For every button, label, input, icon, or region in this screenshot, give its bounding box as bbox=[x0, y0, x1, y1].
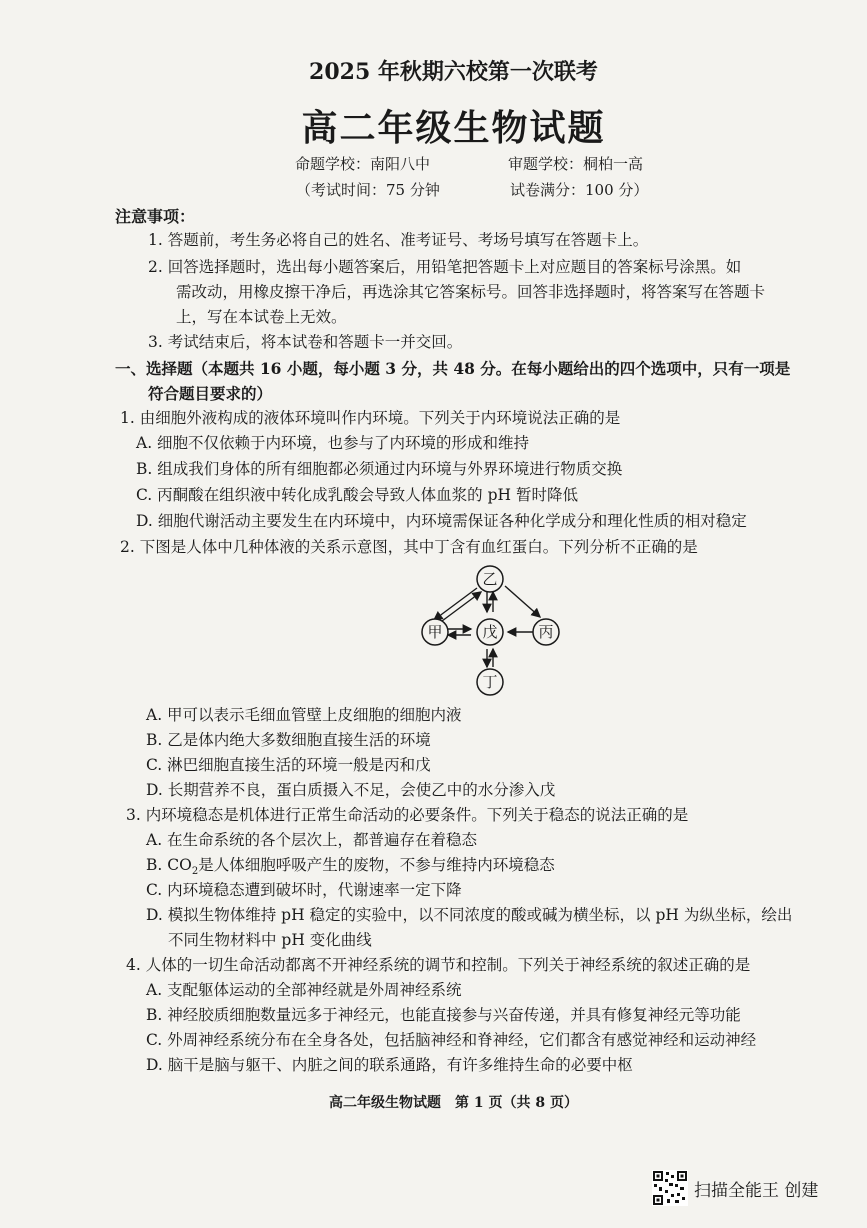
option-b-text: 是人体细胞呼吸产生的废物，不参与维持内环境稳态 bbox=[198, 856, 555, 874]
exam-time: （考试时间：75 分钟 bbox=[296, 181, 440, 199]
option-c: C. 内环境稳态遭到破坏时，代谢速率一定下降 bbox=[146, 881, 462, 899]
option-c: C. 淋巴细胞直接生活的环境一般是丙和戊 bbox=[146, 756, 431, 774]
option-b bbox=[146, 858, 555, 877]
option-b: B. 神经胶质细胞数量远多于神经元，也能直接参与兴奋传递，并具有修复神经元等功能 bbox=[146, 1006, 741, 1024]
exam-name: 2025 年秋期六校第一次联考 bbox=[309, 59, 598, 85]
option-a: A. 在生命系统的各个层次上，都普遍存在着稳态 bbox=[146, 831, 478, 849]
section-heading: 一、选择题（本题共 16 小题，每小题 3 分，共 48 分。在每小题给出的四个选项中，只有一项是 bbox=[115, 359, 791, 378]
option-c: C. 外周神经系统分布在全身各处，包括脑神经和脊神经，它们都含有感觉神经和运动神经 bbox=[146, 1031, 757, 1049]
node-jia: 甲 bbox=[427, 623, 443, 641]
notice-line: 2. 回答选择题时，选出每小题答案后，用铅笔把答题卡上对应题目的答案标号涂黑。如 bbox=[148, 258, 742, 276]
option-d: D. 长期营养不良，蛋白质摄入不足，会使乙中的水分渗入戊 bbox=[146, 781, 556, 799]
page-footer: 高二年级生物试题 第 1 页（共 8 页） bbox=[329, 1095, 578, 1111]
option-b: B. 组成我们身体的所有细胞都必须通过内环境与外界环境进行物质交换 bbox=[136, 460, 623, 478]
option-a: A. 细胞不仅依赖于内环境，也参与了内环境的形成和维持 bbox=[136, 434, 530, 452]
scanner-watermark-text: 扫描全能王 创建 bbox=[694, 1180, 819, 1201]
option-b: B. 乙是体内绝大多数细胞直接生活的环境 bbox=[146, 731, 431, 749]
option-a: A. 甲可以表示毛细血管壁上皮细胞的细胞内液 bbox=[146, 706, 462, 724]
notice-line: 上，写在本试卷上无效。 bbox=[176, 308, 347, 326]
option-a: A. 支配躯体运动的全部神经就是外周神经系统 bbox=[146, 981, 462, 999]
reviewer-school: 审题学校：桐柏一高 bbox=[508, 155, 644, 173]
option-d: D. 细胞代谢活动主要发生在内环境中，内环境需保证各种化学成分和理化性质的相对稳定 bbox=[136, 512, 747, 530]
body-fluid-diagram bbox=[410, 562, 570, 700]
node-ding: 丁 bbox=[482, 673, 498, 691]
notice-line: 3. 考试结束后，将本试卷和答题卡一并交回。 bbox=[148, 333, 463, 351]
section-heading-cont: 符合题目要求的） bbox=[148, 384, 273, 403]
option-d-cont: 不同生物材料中 pH 变化曲线 bbox=[168, 931, 372, 949]
node-bing: 丙 bbox=[538, 623, 554, 641]
question-stem: 2. 下图是人体中几种体液的关系示意图，其中丁含有血红蛋白。下列分析不正确的是 bbox=[120, 538, 698, 556]
node-yi: 乙 bbox=[482, 570, 498, 588]
node-wu: 戊 bbox=[482, 623, 498, 641]
question-stem: 4. 人体的一切生命活动都离不开神经系统的调节和控制。下列关于神经系统的叙述正确的是 bbox=[126, 956, 751, 974]
co2-subscript: 2 bbox=[191, 866, 199, 878]
question-stem: 1. 由细胞外液构成的液体环境叫作内环境。下列关于内环境说法正确的是 bbox=[120, 409, 621, 427]
option-d: D. 脑干是脑与躯干、内脏之间的联系通路，有许多维持生命的必要中枢 bbox=[146, 1056, 633, 1074]
notice-line: 需改动，用橡皮擦干净后，再选涂其它答案标号。回答非选择题时，将答案写在答题卡 bbox=[176, 283, 766, 301]
full-score: 试卷满分：100 分） bbox=[510, 181, 649, 199]
option-d: D. 模拟生物体维持 pH 稳定的实验中，以不同浓度的酸或碱为横坐标，以 pH 为纵坐标，绘出 bbox=[146, 906, 793, 924]
notice-title: 注意事项： bbox=[115, 207, 196, 226]
question-stem: 3. 内环境稳态是机体进行正常生命活动的必要条件。下列关于稳态的说法正确的是 bbox=[126, 806, 689, 824]
option-b-prefix: B. CO bbox=[146, 856, 192, 874]
subject-title: 高二年级生物试题 bbox=[301, 107, 606, 149]
setter-school: 命题学校：南阳八中 bbox=[295, 155, 431, 173]
qr-code-icon bbox=[652, 1170, 688, 1206]
notice-line: 1. 答题前，考生务必将自己的姓名、准考证号、考场号填写在答题卡上。 bbox=[148, 231, 649, 249]
scanner-watermark bbox=[652, 1170, 818, 1206]
option-c: C. 丙酮酸在组织液中转化成乳酸会导致人体血浆的 pH 暂时降低 bbox=[136, 486, 578, 504]
